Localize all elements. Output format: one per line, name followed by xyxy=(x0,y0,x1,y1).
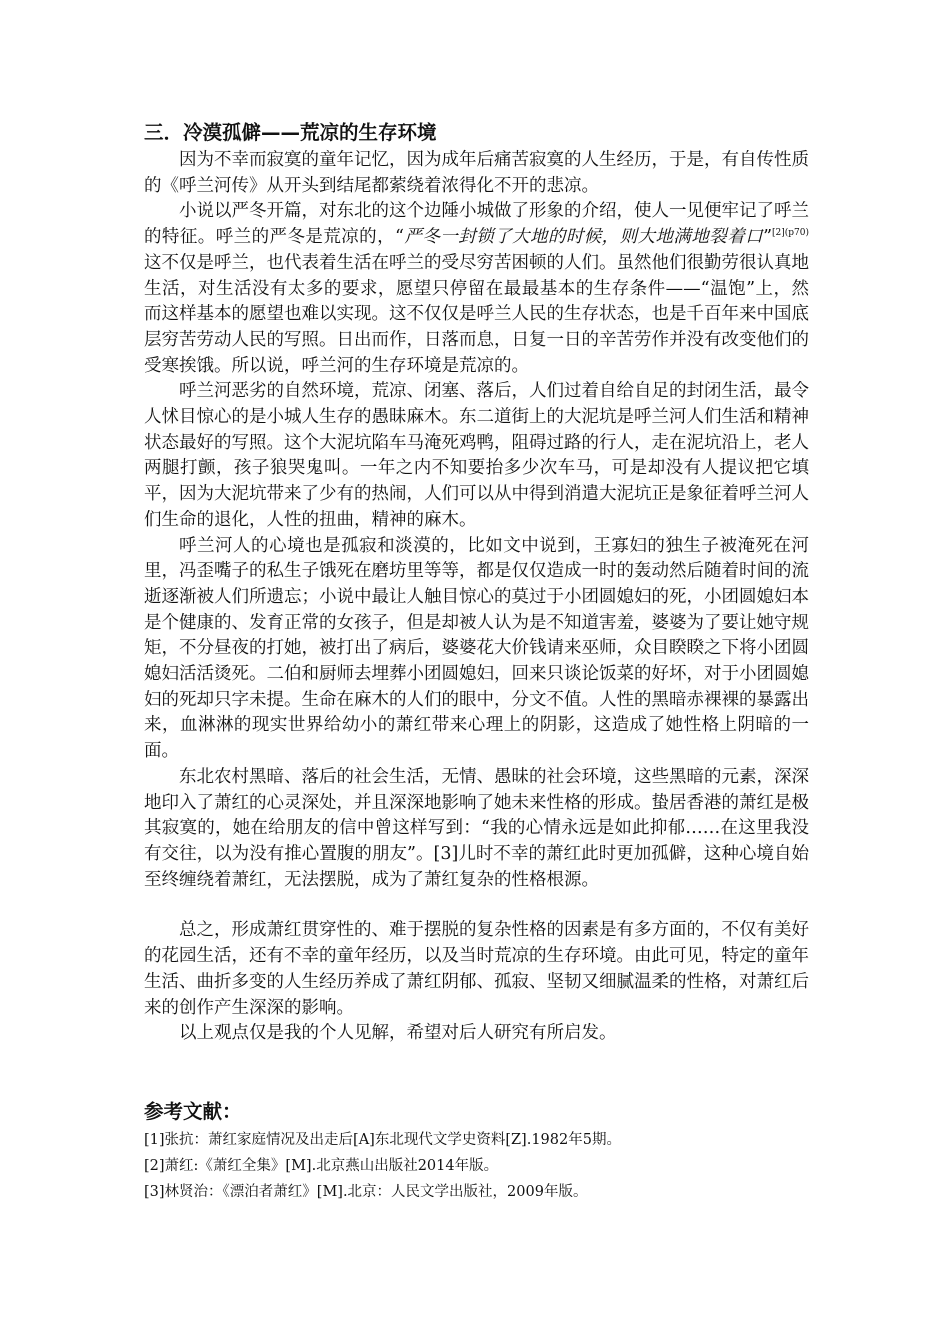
paragraph-2-rest: 这不仅是呼兰，也代表着生活在呼兰的受尽穷苦困顿的人们。虽然他们很勤劳很认真地生活，对生活没有太多的要求，愿望只停留在最最基本的生存条件——“温饱”上，然而这样基本的愿望也难以实现。这不仅仅是呼兰人民的生存状态，也是千百年来中国底层穷苦劳动人民的写照。日出而作，日落而息，日复一日的辛苦劳作并没有改变他们的受寒挨饿。所以说，呼兰河的生存环境是荒凉的。 xyxy=(144,252,809,376)
paragraph-2-lead: 小说以严冬开篇，对东北的这个边陲小城做了形象的介绍，使人一见便牢记了呼兰的特征。呼兰的严冬是荒凉的，“ xyxy=(144,201,809,248)
references-list xyxy=(144,1127,809,1205)
section-title: 三．冷漠孤僻——荒凉的生存环境 xyxy=(144,121,437,144)
citation-superscript: [2](p70) xyxy=(772,228,810,239)
paragraph-conclusion: 总之，形成萧红贯穿性的、难于摆脱的复杂性格的因素是有多方面的，不仅有美好的花园生活，还有不幸的童年经历，以及当时荒凉的生存环境。由此可见，特定的童年生活、曲折多变的人生经历养成了萧红阴郁、孤寂、坚韧又细腻温柔的性格，对萧红后来的创作产生深深的影响。 xyxy=(144,920,809,1018)
document-page xyxy=(144,118,809,1205)
paragraph-2-quote: 严冬一封锁了大地的时候，则大地满地裂着口 xyxy=(404,227,764,248)
paragraph-3: 呼兰河恶劣的自然环境，荒凉、闭塞、落后，人们过着自给自足的封闭生活，最令人怵目惊心的是小城人生存的愚昧麻木。东二道街上的大泥坑是呼兰河人们生活和精神状态最好的写照。这个大泥坑陷车马淹死鸡鸭，阻碍过路的行人，走在泥坑沿上，老人两腿打颤，孩子狼哭鬼叫。一年之内不知要抬多少次车马，可是却没有人提议把它填平，因为大泥坑带来了少有的热闹，人们可以从中得到消遣大泥坑正是象征着呼兰河人们生命的退化，人性的扭曲，精神的麻木。 xyxy=(144,381,809,530)
paragraph-2: 小说以严冬开篇，对东北的这个边陲小城做了形象的介绍，使人一见便牢记了呼兰的特征。呼兰的严冬是荒凉的，“严冬一封锁了大地的时候，则大地满地裂着口”$^{[2](p70)}$这不仅是呼兰，也代表着生活在呼兰的受尽穷苦困顿的人们。虽然他们很勤劳很认真地生活，对生活没有太多的要求，愿望只停留在最最基本的生存条件——“温饱”上，然而这样基本的愿望也难以实现。这不仅仅是呼兰人民的生存状态，也是千百年来中国底层穷苦劳动人民的写照。日出而作，日落而息，日复一日的辛苦劳作并没有改变他们的受寒挨饿。所以说，呼兰河的生存环境是荒凉的。 xyxy=(144,201,810,376)
reference-item: [3]林贤治：《漂泊者萧红》[M].北京：人民文学出版社，2009年版。 xyxy=(144,1183,588,1200)
reference-item: [1]张抗：萧红家庭情况及出走后[A]东北现代文学史资料[Z].1982年5期。 xyxy=(144,1131,621,1148)
paragraph-closing: 以上观点仅是我的个人见解，希望对后人研究有所启发。 xyxy=(179,1023,617,1044)
blank-line xyxy=(144,893,809,918)
paragraph-5: 东北农村黑暗、落后的社会生活，无情、愚昧的社会环境，这些黑暗的元素，深深地印入了萧红的心灵深处，并且深深地影响了她未来性格的形成。蛰居香港的萧红是极其寂寞的，她在给朋友的信中曾这样写到：“我的心情永远是如此抑郁……在这里我没有交往，以为没有推心置腹的朋友”。[3]儿时不幸的萧红此时更加孤僻，这种心境自始至终缠绕着萧红，无法摆脱，成为了萧红复杂的性格根源。 xyxy=(144,766,809,890)
paragraph-4: 呼兰河人的心境也是孤寂和淡漠的，比如文中说到，王寡妇的独生子被淹死在河里，冯歪嘴子的私生子饿死在磨坊里等等，都是仅仅造成一时的轰动然后随着时间的流逝逐渐被人们所遗忘；小说中最让人触目惊心的莫过于小团圆媳妇的死，小团圆媳妇本是个健康的、发育正常的女孩子，但是却被人认为是不知道害羞，婆婆为了要让她守规矩，不分昼夜的打她，被打出了病后，婆婆花大价钱请来巫师，众目睽睽之下将小团圆媳妇活活烫死。二伯和厨师去埋葬小团圆媳妇，回来只谈论饭菜的好坏，对于小团圆媳妇的死却只字未提。生命在麻木的人们的眼中，分文不值。人性的黑暗赤裸裸的暴露出来，血淋淋的现实世界给幼小的萧红带来心理上的阴影，这造成了她性格上阴暗的一面。 xyxy=(144,535,809,762)
references-title: 参考文献： xyxy=(144,1099,242,1123)
blank-space xyxy=(144,1047,809,1097)
paragraph-1: 因为不幸而寂寞的童年记忆，因为成年后痛苦寂寞的人生经历，于是，有自传性质的《呼兰河传》从开头到结尾都萦绕着浓得化不开的悲凉。 xyxy=(144,150,809,196)
reference-item: [2]萧红:《萧红全集》[M].北京燕山出版社2014年版。 xyxy=(144,1157,499,1174)
